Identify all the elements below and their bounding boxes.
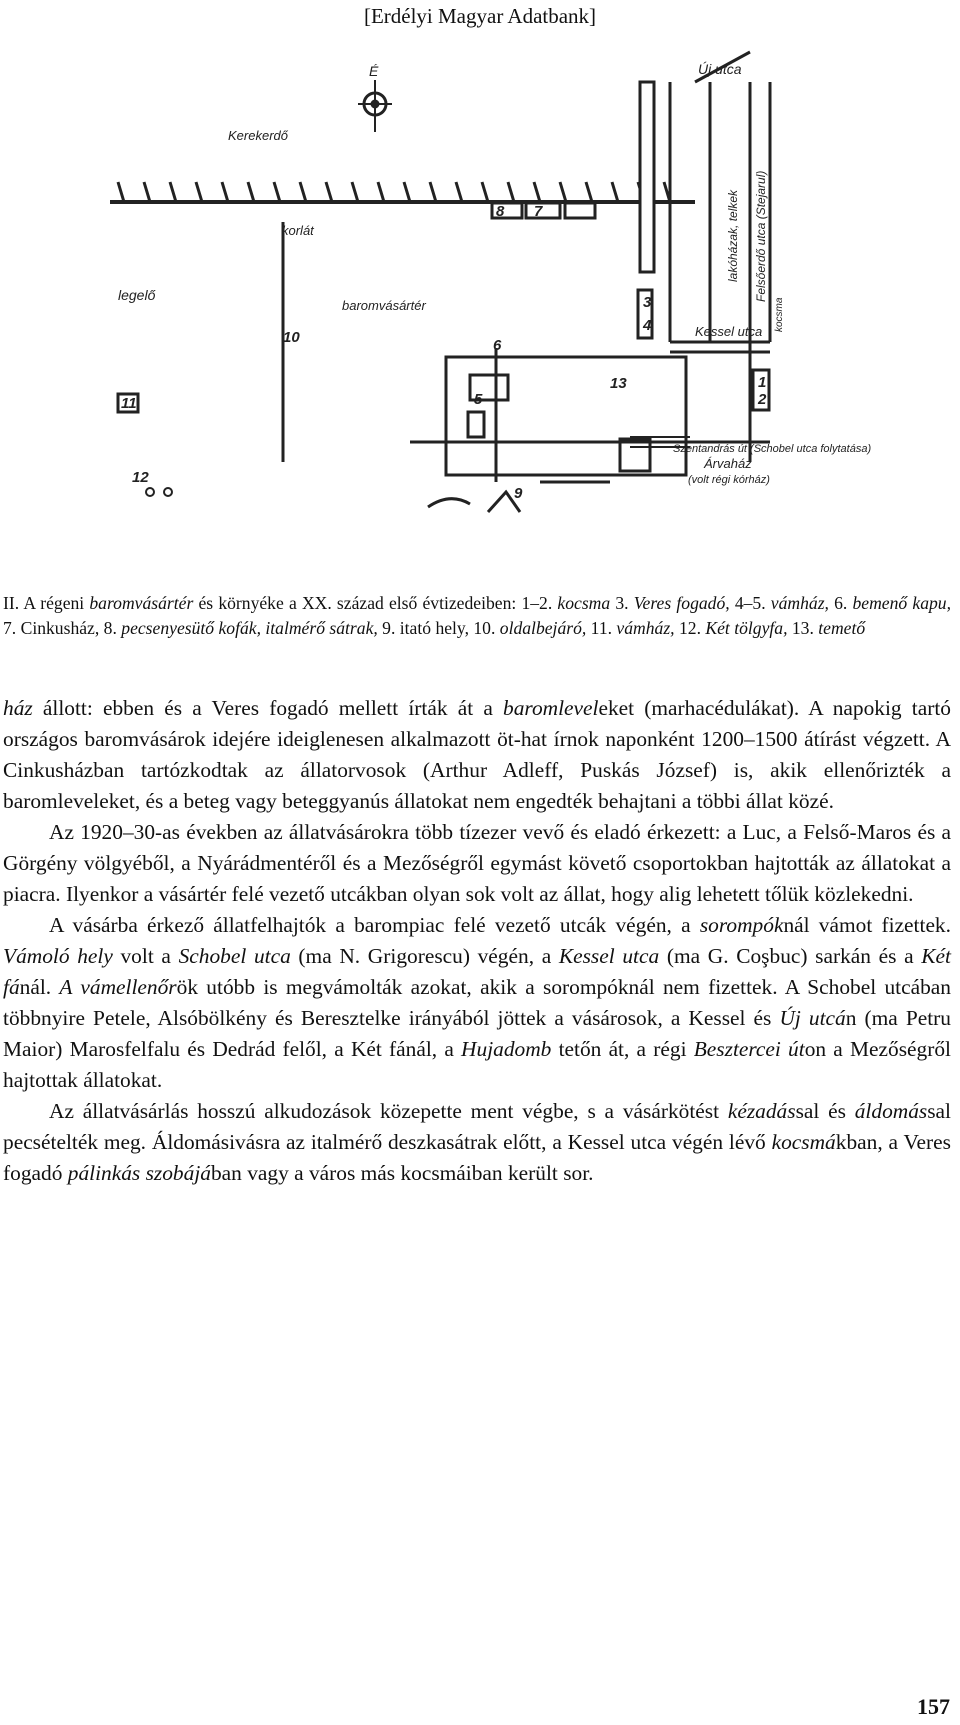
label-szentandras: Szentandrás út (Schobel utca folytatása) [673, 443, 872, 455]
marker-9: 9 [514, 485, 523, 502]
text-span: kban, a Veres fogadó [3, 1130, 951, 1185]
caption-part: és környéke a XX. század első évtizedeiben: 1–2. [193, 593, 558, 613]
text-span: sal és [795, 1099, 855, 1123]
text-span: áldomás [854, 1099, 928, 1123]
text-span: kocsmá [771, 1130, 836, 1154]
north-marker-icon [358, 80, 392, 132]
caption-part: baromvásártér [89, 593, 194, 613]
text-span: (ma G. Coşbuc) sarkán és a [659, 944, 922, 968]
text-span: Új utcá [779, 1006, 846, 1030]
label-kerekerdo: Kerekerdő [228, 128, 288, 143]
text-span: pálinkás szobájá [67, 1161, 211, 1185]
text-span: sal pecsételték meg. Áldomásivásra az italmérő deszkasátrak előtt, a Kessel utca végén lévő [3, 1099, 951, 1154]
label-volt-regi: (volt régi kórház) [688, 474, 770, 486]
north-label: É [369, 63, 379, 79]
caption-part: 7. Cinkusház, 8. [3, 618, 122, 638]
text-span: eket (marhacédulákat). A napokig tartó országos baromvásárok idejére ideiglenesen alkalmazott öt-hat írnok naponként 1200–1500 átírást végzett. A Cinkusházban tartózkodtak az állatorvosok (Arthur Adleff, Puskás József) is, akik ellenőrizték a baromleveleket, és a beteg vagy beteggyanús állatokat nem engedték behajtani a többi állat közé. [3, 696, 951, 813]
article-body [3, 693, 951, 1189]
marker-8: 8 [496, 203, 505, 220]
text-span: on a Mezőségről hajtottak állatokat. [3, 1037, 951, 1092]
label-legelo: legelő [118, 287, 156, 303]
text-span: Schobel utca [178, 944, 291, 968]
text-span: ök utóbb is megvámolták azokat, akik a sorompóknál nem fizettek. A Schobel utcában többnyire Petele, Alsóbölkény és Beresztelke irányából jöttek a vásárosok, a Kessel és [3, 975, 951, 1030]
marker-3: 3 [643, 294, 652, 311]
label-arvahaz: Árvaház [704, 456, 752, 471]
text-span: Két fá [3, 944, 951, 999]
text-span: nál. [19, 975, 60, 999]
marker-4: 4 [643, 317, 652, 334]
figure-caption [3, 591, 951, 641]
fence-line [110, 182, 695, 202]
site-header: [Erdélyi Magyar Adatbank] [363, 4, 597, 28]
caption-part: kocsma [557, 593, 611, 613]
label-kocsma-top: kocsma [774, 297, 785, 332]
marker-2: 2 [758, 391, 767, 408]
page-number: 157 [917, 1694, 950, 1719]
caption-part: Két tölgyfa, [705, 618, 788, 638]
text-span: sorompók [699, 913, 784, 937]
text-span: tetőn át, a régi [551, 1037, 694, 1061]
marker-13: 13 [610, 375, 627, 392]
marker-12: 12 [132, 469, 149, 486]
marker-6: 6 [493, 337, 502, 354]
caption-part: 9. itató hely, 10. [377, 618, 500, 638]
marker-11: 11 [121, 395, 137, 412]
caption-part: vámház, [770, 593, 829, 613]
text-span: ban vagy a város más kocsmáiban került sor. [210, 1161, 594, 1185]
caption-part: 11. [586, 618, 617, 638]
caption-part: temető [818, 618, 866, 638]
text-span: Kessel utca [558, 944, 660, 968]
text-span: Hujadomb [461, 1037, 552, 1061]
marker-10: 10 [283, 329, 300, 346]
text-span: (ma N. Grigorescu) végén, a [290, 944, 559, 968]
label-lakohazak: lakóházak, telkek [726, 189, 740, 282]
caption-part: pecsenyesütő kofák, italmérő sátrak, [121, 618, 378, 638]
caption-part: Veres fogadó, [633, 593, 730, 613]
map-drawing [110, 42, 950, 582]
caption-part: 12. [674, 618, 706, 638]
caption-part: vámház, [616, 618, 675, 638]
marker-7: 7 [534, 203, 543, 220]
text-span: Az állatvásárlás hosszú alkudozások közepette ment végbe, s a vásárkötést [49, 1099, 728, 1123]
label-korlat: korlát [282, 223, 314, 238]
text-span: baromlevel [503, 696, 599, 720]
text-span: állott: ebben és a Veres fogadó mellett írták át a [32, 696, 504, 720]
text-span: nál vámot fizettek. [783, 913, 951, 937]
paragraph-2: Az 1920–30-as években az állatvásárokra több tízezer vevő és eladó érkezett: a Luc, a Felső-Maros és a Görgény völgyéből, a Nyárádmentéről és a Mezőségről egymást követő csoportokban hajtották az állatokat a piacra. Ilyenkor a vásártér felé vezető utcákban olyan sok volt az állat, hogy alig lehetett tőlük közlekedni. [3, 820, 951, 906]
label-baromvasarter: baromvásártér [342, 298, 426, 313]
label-uj-utca: Új utca [698, 61, 742, 77]
label-kessel-utca: Kessel utca [695, 324, 763, 339]
paragraph-3 [3, 910, 951, 1096]
text-span: Vámoló hely [3, 944, 113, 968]
caption-part: 13. [787, 618, 819, 638]
caption-part: 3. [615, 593, 634, 613]
marker-1: 1 [758, 374, 767, 391]
text-span: A vámellenőr [59, 975, 177, 999]
text-span: volt a [112, 944, 179, 968]
text-span: n (ma Petru Maior) Marosfelfalu és Dedrád felől, a Két fánál, a [3, 1006, 951, 1061]
text-span: Besztercei út [693, 1037, 805, 1061]
marker-5: 5 [474, 391, 483, 408]
paragraph-4 [3, 1096, 951, 1189]
caption-part: oldalbejáró, [499, 618, 587, 638]
market-map [110, 42, 950, 582]
label-felsoerdo: Felsőerdő utca (Stejarul) [754, 170, 768, 302]
text-span: kézadás [727, 1099, 796, 1123]
paragraph-1 [3, 693, 951, 817]
caption-part: 4–5. [729, 593, 771, 613]
caption-part: bemenő kapu, [852, 593, 951, 613]
caption-part: II. A régeni [3, 593, 90, 613]
caption-part: 6. [828, 593, 853, 613]
text-span: ház [3, 696, 33, 720]
text-span: A vásárba érkező állatfelhajtók a barompiac felé vezető utcák végén, a [49, 913, 700, 937]
